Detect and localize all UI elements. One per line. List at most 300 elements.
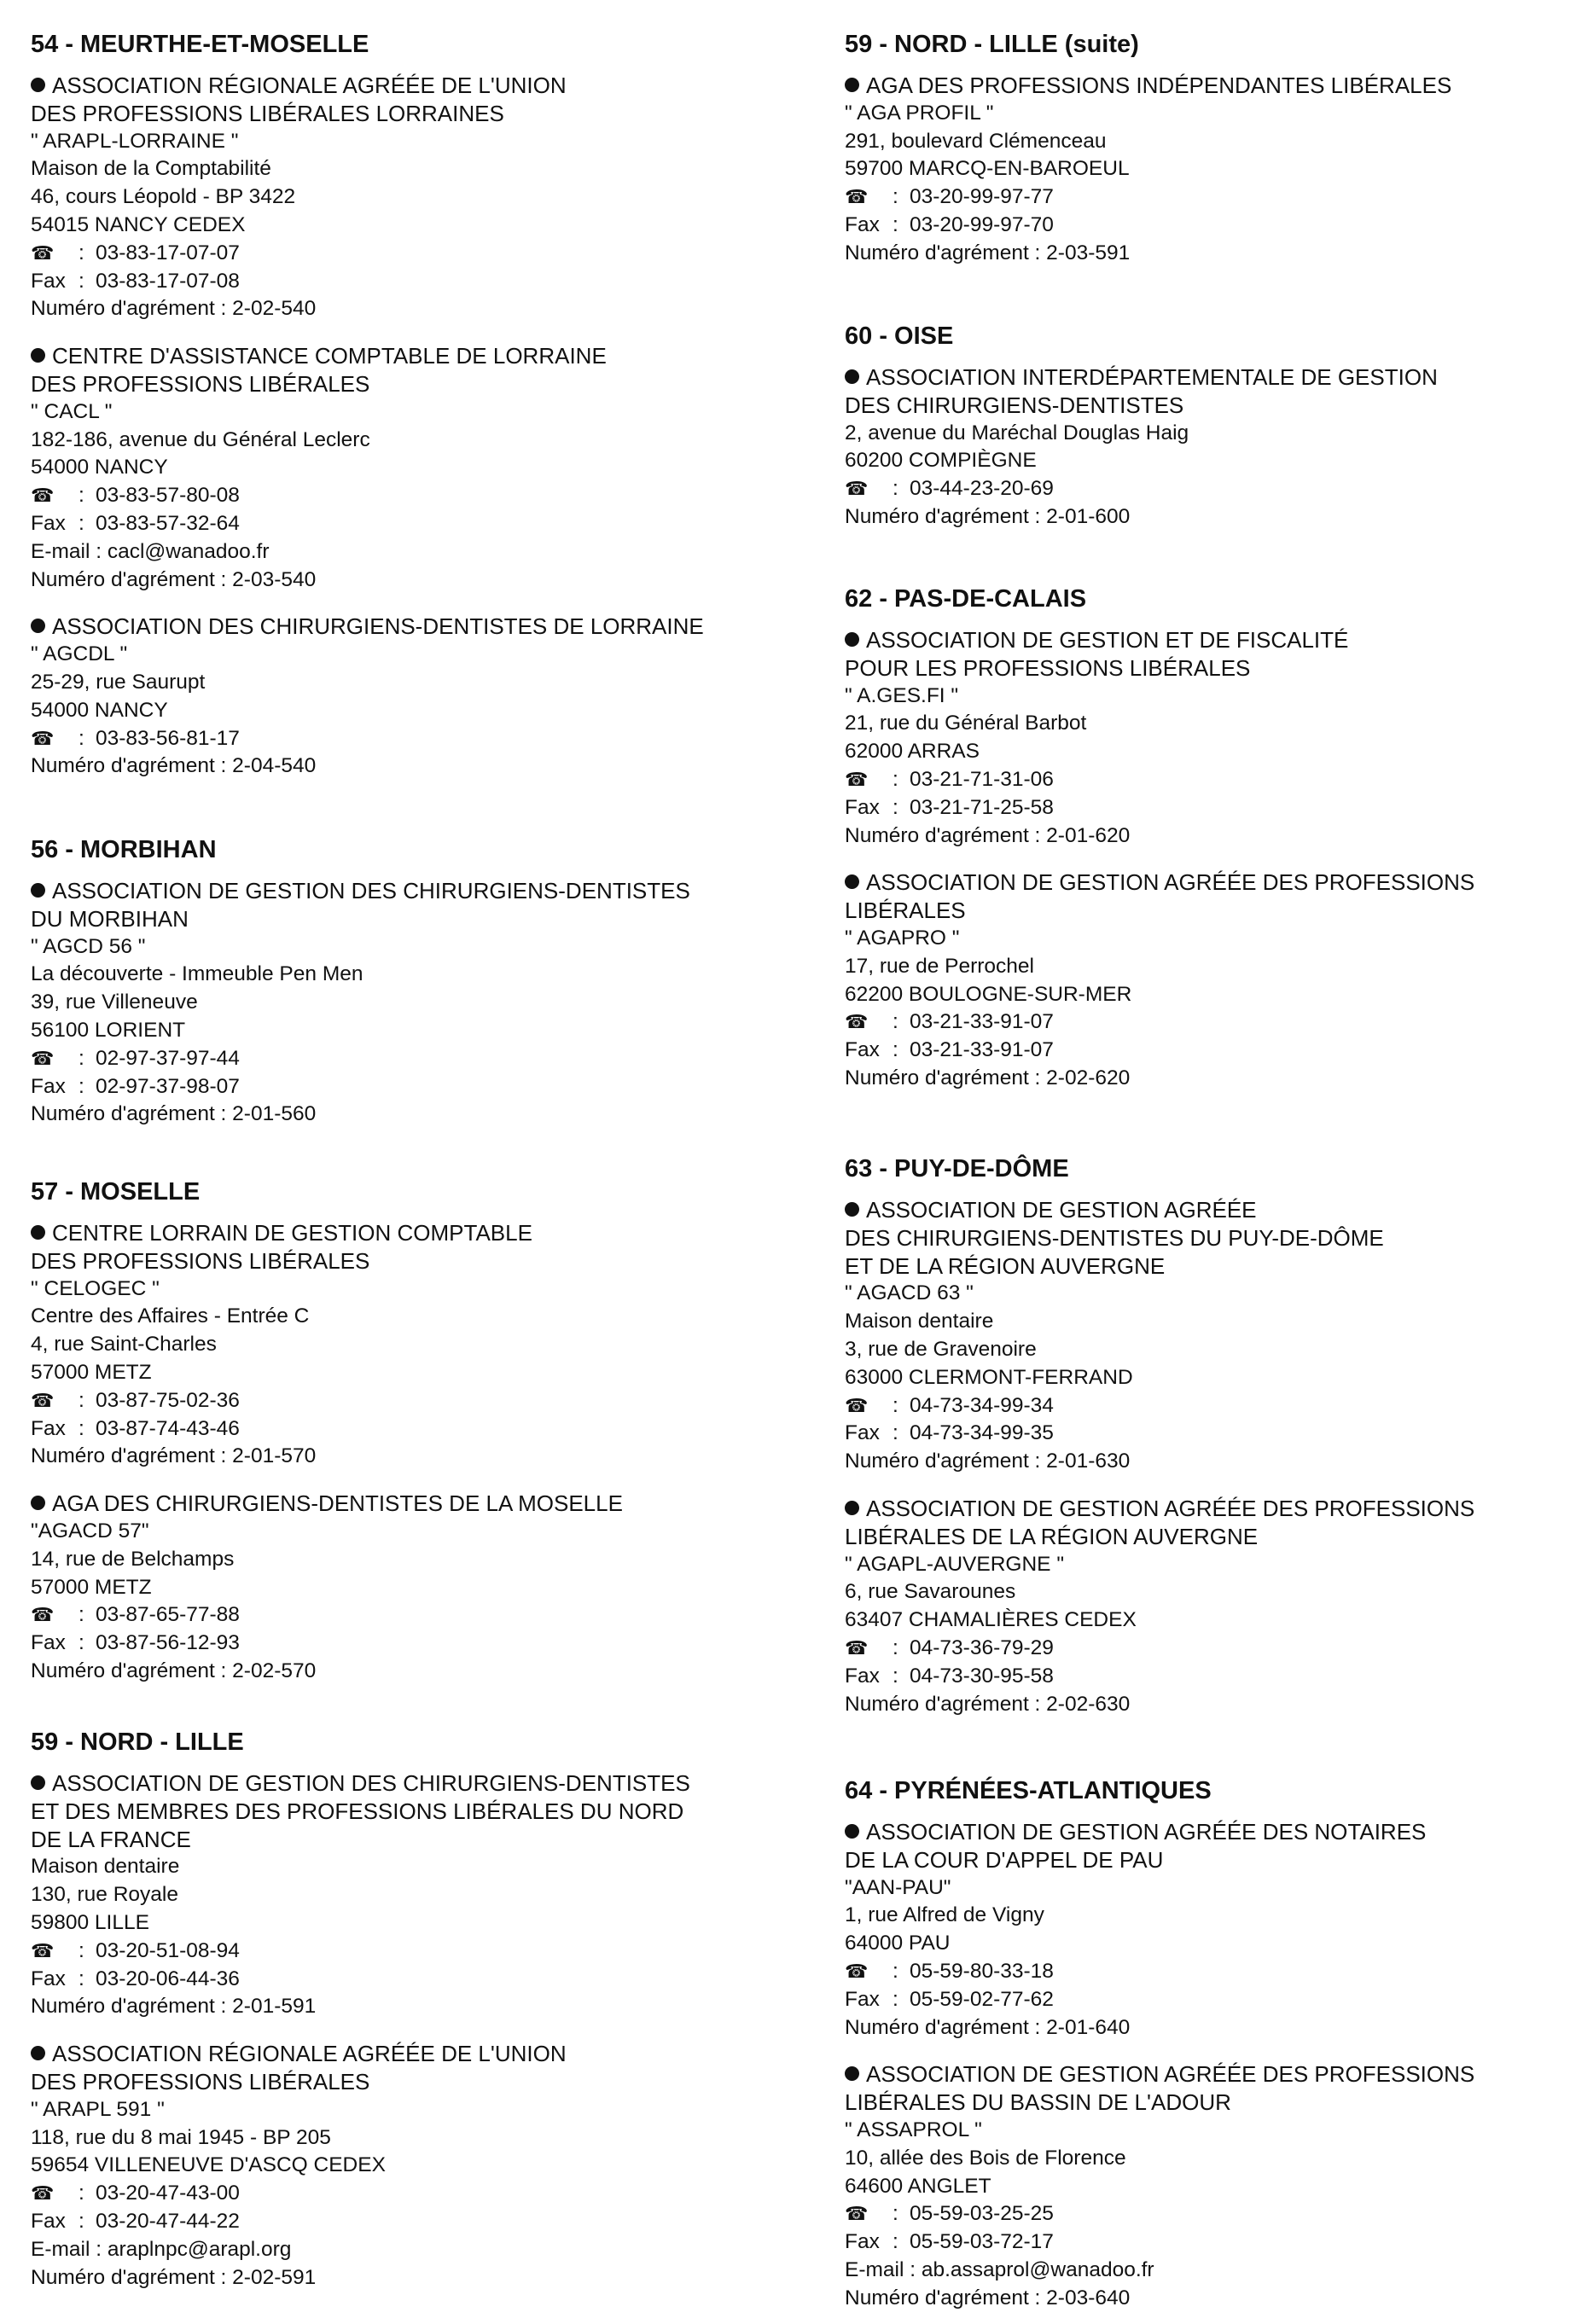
department-title: 60 - OISE [845, 322, 954, 350]
bullet-icon [845, 369, 859, 384]
association-name-line [845, 1196, 1553, 1224]
department-title: 56 - MORBIHAN [31, 836, 217, 863]
association-name-line [845, 72, 1553, 100]
association-name-text: DE LA FRANCE [31, 1826, 191, 1852]
association-name-text: ASSOCIATION DE GESTION AGRÉÉE DES NOTAIRES [866, 1819, 1427, 1845]
fax-number: 03-20-06-44-36 [96, 1967, 240, 1990]
phone-number: 05-59-80-33-18 [910, 1959, 1054, 1983]
bullet-icon [845, 1202, 859, 1217]
bullet-icon [31, 1225, 45, 1240]
association-name-line [845, 1523, 1553, 1551]
association-acronym: " AGCDL " [31, 642, 128, 666]
association-acronym: " ARAPL 591 " [31, 2097, 165, 2121]
address-line: 63000 CLERMONT-FERRAND [845, 1365, 1133, 1389]
association-name-text: ASSOCIATION INTERDÉPARTEMENTALE DE GESTION [866, 364, 1438, 390]
agrement-number: Numéro d'agrément : 2-02-570 [31, 1659, 317, 1682]
phone-row [31, 1387, 799, 1415]
telephone-icon: ☎ [31, 241, 55, 264]
department-title: 57 - MOSELLE [31, 1178, 201, 1206]
association-name-line [31, 72, 799, 100]
fax-row [845, 1420, 1553, 1448]
department-section [845, 1153, 1553, 1718]
association-name-text: DES PROFESSIONS LIBÉRALES LORRAINES [31, 100, 504, 126]
fax-row [845, 1986, 1553, 2014]
telephone-icon: ☎ [31, 727, 55, 749]
phone-row [31, 240, 799, 268]
address-line: 54000 NANCY [31, 456, 168, 479]
phone-number: 03-83-17-07-07 [96, 241, 240, 264]
fax-number: 04-73-30-95-58 [910, 1664, 1054, 1688]
telephone-icon: ☎ [31, 1604, 55, 1626]
bullet-icon [31, 78, 45, 92]
agrement-number: Numéro d'agrément : 2-01-560 [31, 1102, 317, 1126]
association-name-text: AGA DES PROFESSIONS INDÉPENDANTES LIBÉRALES [866, 73, 1452, 98]
association-acronym: " ARAPL-LORRAINE " [31, 129, 239, 153]
association-name-line [845, 1818, 1553, 1846]
address-line: 60200 COMPIÈGNE [845, 449, 1037, 473]
fax-number: 03-83-57-32-64 [96, 511, 240, 535]
phone-colon: : [893, 767, 898, 791]
fax-number: 03-87-56-12-93 [96, 1631, 240, 1655]
phone-number: 03-83-56-81-17 [96, 726, 240, 750]
address-line: 54015 NANCY CEDEX [31, 212, 246, 236]
fax-colon: : [893, 2230, 898, 2254]
phone-colon: : [893, 1393, 898, 1417]
fax-colon: : [893, 795, 898, 819]
association-name-text: LIBÉRALES [845, 898, 966, 924]
association-entry [845, 1495, 1553, 1718]
fax-colon: : [78, 2209, 84, 2233]
association-name-line [31, 1798, 799, 1826]
fax-label: Fax [31, 1631, 66, 1655]
association-entry [31, 72, 799, 323]
phone-colon: : [893, 1959, 898, 1983]
agrement-number: Numéro d'agrément : 2-01-591 [31, 1995, 317, 2019]
association-name-text: DES PROFESSIONS LIBÉRALES [31, 370, 370, 397]
address-line: 182-186, avenue du Général Leclerc [31, 427, 370, 451]
association-entry [845, 1818, 1553, 2042]
association-entry [31, 1769, 799, 2021]
address-line: 63407 CHAMALIÈRES CEDEX [845, 1608, 1137, 1632]
association-acronym: " AGA PROFIL " [845, 101, 994, 125]
association-acronym: " CELOGEC " [31, 1276, 160, 1300]
telephone-icon: ☎ [845, 1011, 869, 1033]
fax-number: 05-59-03-72-17 [910, 2230, 1054, 2254]
fax-colon: : [893, 1987, 898, 2011]
fax-row [845, 794, 1553, 822]
fax-row [31, 510, 799, 538]
association-name-text: ASSOCIATION RÉGIONALE AGRÉÉE DE L'UNION [52, 73, 567, 98]
phone-number: 03-87-65-77-88 [96, 1603, 240, 1627]
association-name-text: DES PROFESSIONS LIBÉRALES [31, 1247, 370, 1274]
address-line: 10, allée des Bois de Florence [845, 2146, 1126, 2170]
association-name-text: ASSOCIATION DE GESTION AGRÉÉE DES PROFESSIONS [866, 1495, 1475, 1521]
department-section [31, 834, 799, 1129]
fax-number: 03-20-47-44-22 [96, 2209, 240, 2233]
agrement-number: Numéro d'agrément : 2-04-540 [31, 754, 317, 778]
address-line: 46, cours Léopold - BP 3422 [31, 185, 296, 209]
telephone-icon: ☎ [845, 478, 869, 500]
address-line: 56100 LORIENT [31, 1018, 186, 1042]
telephone-icon: ☎ [31, 2182, 55, 2205]
association-name-text: ASSOCIATION DE GESTION AGRÉÉE [866, 1197, 1257, 1223]
fax-label: Fax [845, 2230, 880, 2254]
fax-number: 02-97-37-98-07 [96, 1074, 240, 1098]
bullet-icon [845, 1501, 859, 1515]
association-entry [845, 626, 1553, 850]
phone-row [845, 2200, 1553, 2228]
phone-row [31, 1045, 799, 1073]
address-line: 39, rue Villeneuve [31, 991, 198, 1014]
fax-row [845, 1663, 1553, 1691]
fax-label: Fax [845, 1038, 880, 1062]
phone-colon: : [78, 726, 84, 750]
association-entry [845, 363, 1553, 532]
association-name-line [845, 1224, 1553, 1252]
association-entry [31, 2040, 799, 2292]
address-line: 62000 ARRAS [845, 740, 980, 764]
association-name-text: DES CHIRURGIENS-DENTISTES DU PUY-DE-DÔME [845, 1224, 1384, 1251]
fax-label: Fax [31, 2209, 66, 2233]
fax-row [31, 1630, 799, 1658]
association-name-line [31, 1219, 799, 1247]
association-name-text: ASSOCIATION DE GESTION DES CHIRURGIENS-DENTISTES [52, 1770, 690, 1796]
address-line: 57000 METZ [31, 1360, 152, 1384]
agrement-number: Numéro d'agrément : 2-01-620 [845, 823, 1131, 847]
phone-colon: : [78, 1046, 84, 1070]
association-acronym: " AGAPRO " [845, 926, 960, 950]
address-line: 2, avenue du Maréchal Douglas Haig [845, 421, 1189, 444]
fax-row [31, 2208, 799, 2236]
phone-colon: : [893, 185, 898, 209]
department-section [845, 1775, 1553, 2313]
department-section [31, 1727, 799, 2292]
bullet-icon [31, 1775, 45, 1790]
association-name-text: DES PROFESSIONS LIBÉRALES [31, 2068, 370, 2095]
association-name-line [845, 2089, 1553, 2117]
fax-colon: : [78, 1967, 84, 1990]
association-acronym: " AGACD 63 " [845, 1281, 974, 1305]
address-line: 25-29, rue Saurupt [31, 670, 206, 694]
fax-label: Fax [845, 212, 880, 236]
association-name-text: ASSOCIATION DE GESTION ET DE FISCALITÉ [866, 627, 1349, 653]
association-name-line [845, 897, 1553, 925]
fax-colon: : [893, 1421, 898, 1445]
fax-colon: : [893, 1664, 898, 1688]
association-name-text: DU MORBIHAN [31, 905, 189, 932]
association-name-line [845, 654, 1553, 683]
bullet-icon [31, 2046, 45, 2060]
phone-number: 03-21-33-91-07 [910, 1010, 1054, 1034]
bullet-icon [31, 1496, 45, 1510]
association-name-text: AGA DES CHIRURGIENS-DENTISTES DE LA MOSELLE [52, 1490, 623, 1517]
fax-label: Fax [31, 1416, 66, 1440]
address-line: 54000 NANCY [31, 698, 168, 722]
association-name-text: CENTRE LORRAIN DE GESTION COMPTABLE [52, 1220, 532, 1246]
fax-number: 03-83-17-07-08 [96, 269, 240, 293]
department-title: 64 - PYRÉNÉES-ATLANTIQUES [845, 1777, 1212, 1804]
address-line: 59700 MARCQ-EN-BAROEUL [845, 157, 1130, 181]
telephone-icon: ☎ [31, 485, 55, 507]
association-name-line [31, 1247, 799, 1275]
phone-row [845, 475, 1553, 503]
fax-number: 04-73-34-99-35 [910, 1421, 1054, 1445]
phone-number: 03-21-71-31-06 [910, 767, 1054, 791]
association-acronym: " CACL " [31, 399, 113, 423]
email-line: E-mail : araplnpc@arapl.org [31, 2237, 292, 2261]
address-line: 17, rue de Perrochel [845, 954, 1034, 978]
fax-label: Fax [845, 1421, 880, 1445]
association-name-text: ASSOCIATION DE GESTION AGRÉÉE DES PROFESSIONS [866, 2061, 1475, 2088]
bullet-icon [845, 874, 859, 889]
association-entry [31, 613, 799, 781]
association-name-text: DE LA COUR D'APPEL DE PAU [845, 1846, 1164, 1873]
department-section [845, 321, 1553, 532]
association-name-text: ET DE LA RÉGION AUVERGNE [845, 1252, 1166, 1279]
phone-row [31, 1938, 799, 1966]
bullet-icon [845, 78, 859, 92]
telephone-icon: ☎ [845, 1636, 869, 1659]
association-name-line [845, 363, 1553, 392]
association-acronym: "AGACD 57" [31, 1519, 149, 1543]
association-entry [845, 1196, 1553, 1476]
phone-colon: : [78, 1388, 84, 1412]
department-section [31, 1177, 799, 1686]
fax-row [31, 268, 799, 296]
phone-row [845, 1958, 1553, 1986]
phone-row [845, 1008, 1553, 1037]
phone-row [31, 2180, 799, 2208]
fax-row [31, 1415, 799, 1444]
association-name-text: ASSOCIATION RÉGIONALE AGRÉÉE DE L'UNION [52, 2041, 567, 2067]
agrement-number: Numéro d'agrément : 2-03-591 [845, 241, 1131, 264]
phone-number: 03-44-23-20-69 [910, 477, 1054, 501]
address-line: 59654 VILLENEUVE D'ASCQ CEDEX [31, 2153, 386, 2177]
phone-number: 03-20-99-97-77 [910, 185, 1054, 209]
association-name-text: DES CHIRURGIENS-DENTISTES [845, 392, 1184, 418]
phone-colon: : [78, 2182, 84, 2205]
department-section [845, 584, 1553, 1093]
association-name-text: ET DES MEMBRES DES PROFESSIONS LIBÉRALES DU NORD [31, 1798, 684, 1824]
telephone-icon: ☎ [845, 186, 869, 208]
fax-label: Fax [845, 1664, 880, 1688]
telephone-icon: ☎ [845, 1394, 869, 1416]
address-line: 64000 PAU [845, 1932, 951, 1955]
fax-row [845, 1037, 1553, 1065]
phone-colon: : [893, 1636, 898, 1659]
phone-colon: : [893, 477, 898, 501]
association-entry [31, 342, 799, 594]
phone-row [845, 183, 1553, 212]
fax-number: 03-21-33-91-07 [910, 1038, 1054, 1062]
address-line: 1, rue Alfred de Vigny [845, 1903, 1044, 1927]
telephone-icon: ☎ [31, 1939, 55, 1961]
fax-number: 05-59-02-77-62 [910, 1987, 1054, 2011]
phone-colon: : [78, 1938, 84, 1962]
association-name-line [845, 869, 1553, 897]
fax-label: Fax [31, 511, 66, 535]
association-name-text: POUR LES PROFESSIONS LIBÉRALES [845, 654, 1251, 681]
association-name-line [31, 342, 799, 370]
agrement-number: Numéro d'agrément : 2-01-600 [845, 504, 1131, 528]
address-line: 21, rue du Général Barbot [845, 712, 1087, 735]
phone-row [31, 725, 799, 753]
agrement-number: Numéro d'agrément : 2-02-630 [845, 1692, 1131, 1716]
department-title: 59 - NORD - LILLE [31, 1728, 244, 1756]
fax-colon: : [893, 1038, 898, 1062]
association-name-text: LIBÉRALES DU BASSIN DE L'ADOUR [845, 2089, 1231, 2116]
association-name-line [31, 2068, 799, 2096]
association-acronym: " ASSAPROL " [845, 2118, 982, 2141]
phone-row [31, 1601, 799, 1630]
association-name-line [845, 392, 1553, 420]
address-line: La découverte - Immeuble Pen Men [31, 962, 363, 986]
address-line: 6, rue Savarounes [845, 1580, 1016, 1604]
association-name-line [31, 2040, 799, 2068]
fax-row [31, 1966, 799, 1994]
department-title: 62 - PAS-DE-CALAIS [845, 585, 1087, 613]
agrement-number: Numéro d'agrément : 2-01-640 [845, 2015, 1131, 2039]
email-line: E-mail : cacl@wanadoo.fr [31, 539, 270, 563]
association-name-line [31, 905, 799, 933]
address-line: 57000 METZ [31, 1575, 152, 1599]
address-line: Maison de la Comptabilité [31, 157, 271, 181]
phone-number: 03-20-51-08-94 [96, 1938, 240, 1962]
telephone-icon: ☎ [845, 768, 869, 790]
phone-row [845, 766, 1553, 794]
fax-row [845, 212, 1553, 240]
department-section [845, 29, 1553, 268]
fax-label: Fax [31, 1074, 66, 1098]
association-entry [31, 877, 799, 1129]
fax-colon: : [78, 511, 84, 535]
agrement-number: Numéro d'agrément : 2-02-620 [845, 1066, 1131, 1089]
telephone-icon: ☎ [845, 1960, 869, 1982]
phone-row [845, 1635, 1553, 1663]
association-name-line [845, 626, 1553, 654]
telephone-icon: ☎ [845, 2203, 869, 2225]
association-name-line [31, 613, 799, 641]
phone-number: 04-73-34-99-34 [910, 1393, 1054, 1417]
address-line: 62200 BOULOGNE-SUR-MER [845, 982, 1132, 1006]
agrement-number: Numéro d'agrément : 2-03-540 [31, 567, 317, 591]
fax-colon: : [78, 1416, 84, 1440]
association-entry [31, 1219, 799, 1471]
address-line: 4, rue Saint-Charles [31, 1333, 217, 1357]
association-acronym: " AGCD 56 " [31, 934, 146, 958]
telephone-icon: ☎ [31, 1047, 55, 1069]
address-line: 3, rue de Gravenoire [845, 1337, 1037, 1361]
fax-label: Fax [31, 269, 66, 293]
fax-row [845, 2228, 1553, 2257]
bullet-icon [31, 348, 45, 363]
address-line: Centre des Affaires - Entrée C [31, 1304, 310, 1328]
association-name-line [845, 2060, 1553, 2089]
association-acronym: "AAN-PAU" [845, 1875, 951, 1899]
association-name-text: ASSOCIATION DES CHIRURGIENS-DENTISTES DE LORRAINE [52, 613, 704, 640]
phone-number: 03-87-75-02-36 [96, 1388, 240, 1412]
phone-number: 04-73-36-79-29 [910, 1636, 1054, 1659]
association-name-line [31, 877, 799, 905]
address-line: 291, boulevard Clémenceau [845, 129, 1107, 153]
agrement-number: Numéro d'agrément : 2-01-630 [845, 1450, 1131, 1473]
association-name-line [31, 1769, 799, 1798]
fax-label: Fax [845, 1987, 880, 2011]
fax-number: 03-21-71-25-58 [910, 795, 1054, 819]
association-name-line [845, 1846, 1553, 1874]
association-name-text: CENTRE D'ASSISTANCE COMPTABLE DE LORRAINE [52, 343, 607, 369]
agrement-number: Numéro d'agrément : 2-01-570 [31, 1444, 317, 1468]
association-acronym: " AGAPL-AUVERGNE " [845, 1552, 1065, 1576]
agrement-number: Numéro d'agrément : 2-02-591 [31, 2265, 317, 2289]
phone-colon: : [78, 484, 84, 508]
association-name-line [31, 100, 799, 128]
fax-number: 03-87-74-43-46 [96, 1416, 240, 1440]
association-acronym: " A.GES.FI " [845, 683, 959, 707]
address-line: 64600 ANGLET [845, 2174, 991, 2198]
fax-label: Fax [845, 795, 880, 819]
association-name-line [845, 1252, 1553, 1281]
fax-colon: : [78, 1074, 84, 1098]
address-line: 130, rue Royale [31, 1883, 178, 1907]
association-name-line [31, 1826, 799, 1854]
association-name-text: ASSOCIATION DE GESTION DES CHIRURGIENS-DENTISTES [52, 878, 690, 903]
email-line: E-mail : ab.assaprol@wanadoo.fr [845, 2257, 1154, 2281]
association-name-line [31, 370, 799, 398]
address-line: 59800 LILLE [31, 1910, 149, 1934]
phone-row [31, 482, 799, 510]
phone-colon: : [78, 1603, 84, 1627]
phone-row [845, 1392, 1553, 1421]
phone-number: 03-83-57-80-08 [96, 484, 240, 508]
association-name-text: ASSOCIATION DE GESTION AGRÉÉE DES PROFESSIONS [866, 869, 1475, 896]
association-entry [31, 1490, 799, 1686]
fax-colon: : [78, 1631, 84, 1655]
bullet-icon [845, 2066, 859, 2081]
bullet-icon [31, 883, 45, 898]
department-title: 63 - PUY-DE-DÔME [845, 1155, 1069, 1182]
fax-colon: : [893, 212, 898, 236]
fax-label: Fax [31, 1967, 66, 1990]
department-title: 54 - MEURTHE-ET-MOSELLE [31, 31, 369, 58]
bullet-icon [31, 619, 45, 633]
telephone-icon: ☎ [31, 1389, 55, 1411]
association-entry [845, 2060, 1553, 2312]
phone-number: 03-20-47-43-00 [96, 2182, 240, 2205]
phone-colon: : [78, 241, 84, 264]
address-line: Maison dentaire [31, 1855, 180, 1879]
bullet-icon [845, 1824, 859, 1839]
address-line: 14, rue de Belchamps [31, 1547, 235, 1571]
association-name-line [845, 1495, 1553, 1523]
agrement-number: Numéro d'agrément : 2-03-640 [845, 2286, 1131, 2309]
department-title: 59 - NORD - LILLE (suite) [845, 31, 1139, 58]
phone-number: 05-59-03-25-25 [910, 2202, 1054, 2226]
association-name-line [31, 1490, 799, 1518]
phone-colon: : [893, 2202, 898, 2226]
fax-number: 03-20-99-97-70 [910, 212, 1054, 236]
phone-number: 02-97-37-97-44 [96, 1046, 240, 1070]
phone-colon: : [893, 1010, 898, 1034]
agrement-number: Numéro d'agrément : 2-02-540 [31, 297, 317, 321]
address-line: Maison dentaire [845, 1310, 994, 1333]
bullet-icon [845, 632, 859, 647]
association-name-text: LIBÉRALES DE LA RÉGION AUVERGNE [845, 1523, 1259, 1549]
fax-colon: : [78, 269, 84, 293]
association-entry [845, 869, 1553, 1092]
department-section [31, 29, 799, 781]
address-line: 118, rue du 8 mai 1945 - BP 205 [31, 2125, 331, 2149]
